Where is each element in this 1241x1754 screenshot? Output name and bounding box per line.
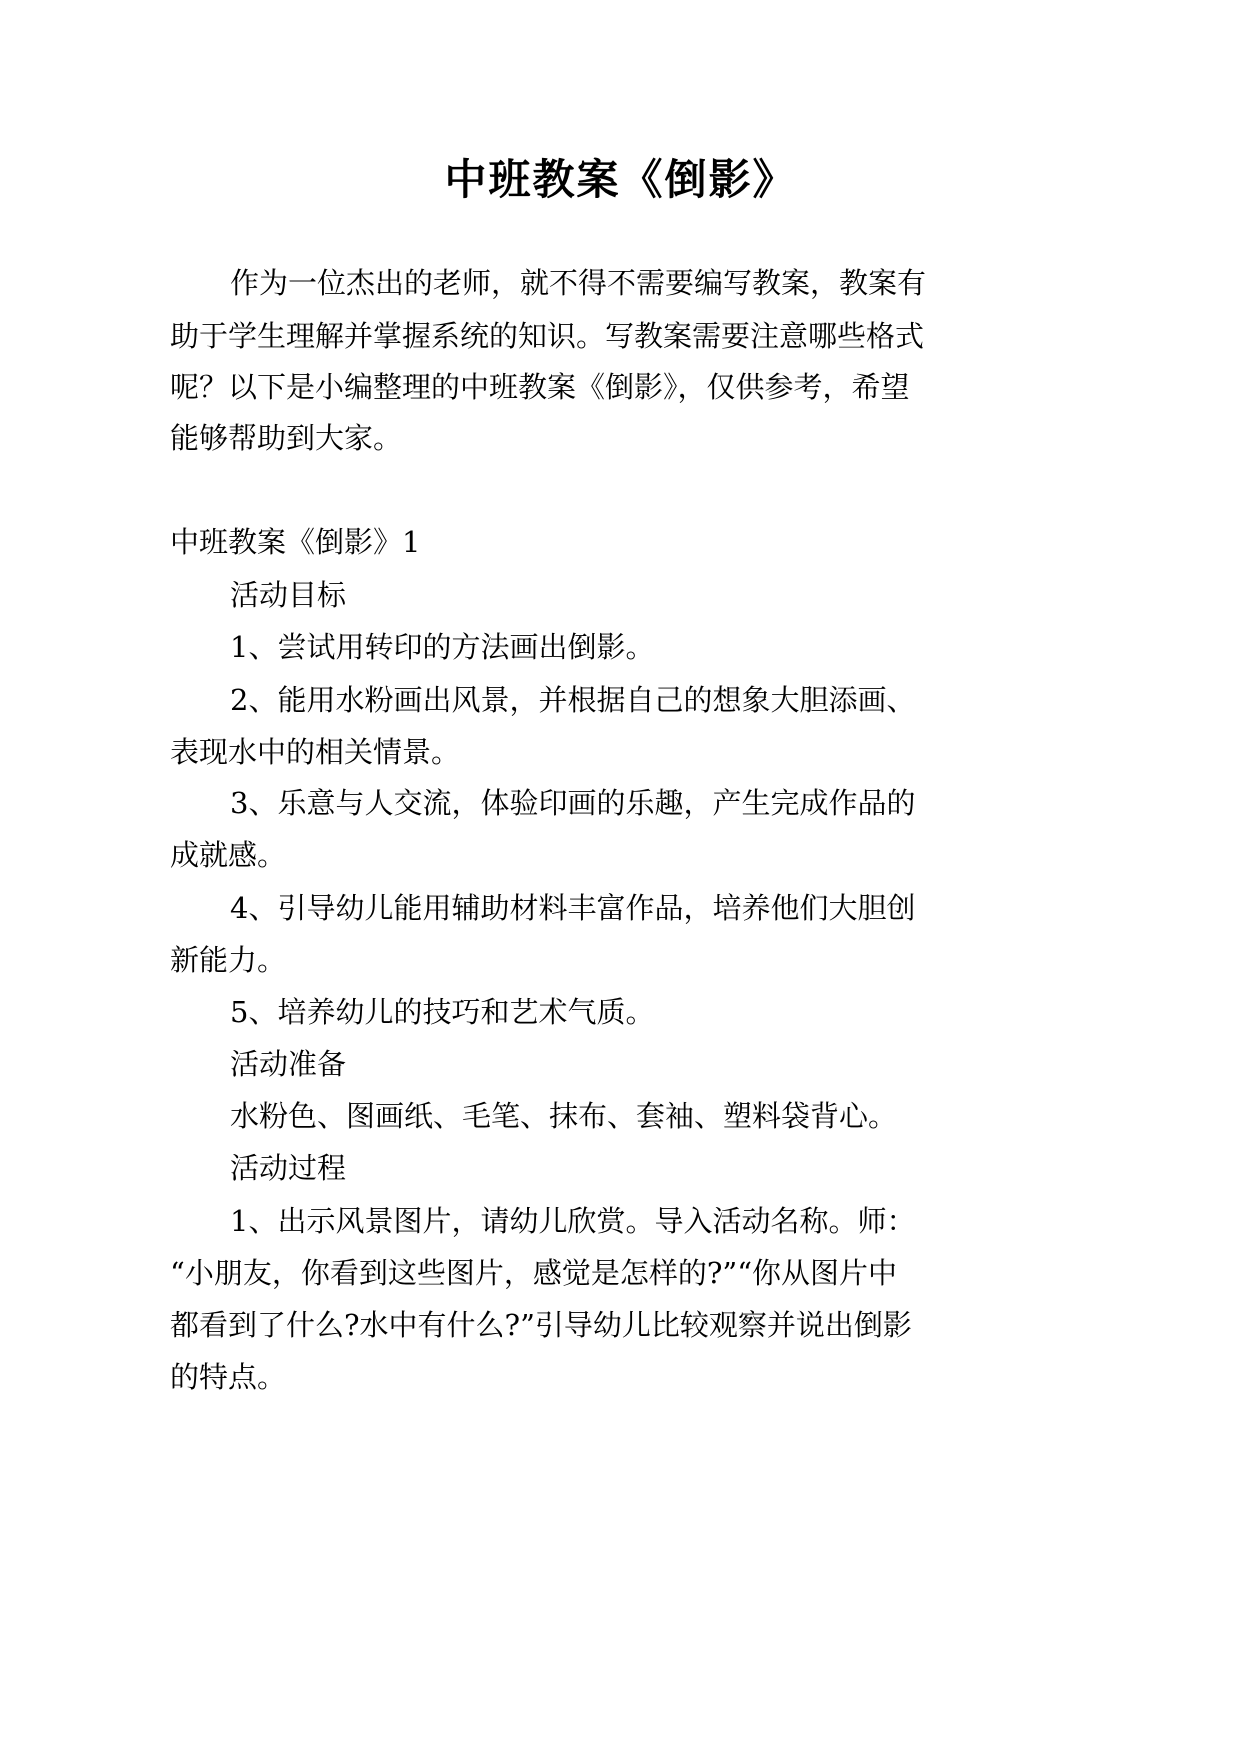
prep-heading: 活动准备: [230, 1047, 347, 1081]
intro-line: 能够帮助到大家。: [170, 421, 403, 455]
process-line: 1、出示风景图片，请幼儿欣赏。导入活动名称。师：: [230, 1204, 916, 1238]
document-title: 中班教案《倒影》: [444, 155, 797, 204]
goal-line: 表现水中的相关情景。: [170, 735, 461, 769]
process-line: “小朋友，你看到这些图片，感觉是怎样的?”“你从图片中: [170, 1256, 898, 1290]
intro-line: 呢？以下是小编整理的中班教案《倒影》，仅供参考，希望: [170, 370, 910, 404]
goal-line: 新能力。: [170, 943, 287, 977]
goal-line: 4、引导幼儿能用辅助材料丰富作品，培养他们大胆创: [230, 891, 916, 925]
process-line: 的特点。: [170, 1360, 287, 1394]
goals-heading: 活动目标: [230, 578, 347, 612]
intro-line: 助于学生理解并掌握系统的知识。写教案需要注意哪些格式: [170, 319, 925, 353]
process-line: 都看到了什么?水中有什么?”引导幼儿比较观察并说出倒影: [170, 1308, 912, 1342]
section-heading: 中班教案《倒影》1: [170, 525, 421, 559]
prep-text: 水粉色、图画纸、毛笔、抹布、套袖、塑料袋背心。: [230, 1099, 898, 1133]
goal-line: 2、能用水粉画出风景，并根据自己的想象大胆添画、: [230, 683, 916, 717]
goal-line: 1、尝试用转印的方法画出倒影。: [230, 630, 655, 664]
goal-line: 3、乐意与人交流，体验印画的乐趣，产生完成作品的: [230, 786, 916, 820]
process-heading: 活动过程: [230, 1151, 347, 1185]
goal-line: 5、培养幼儿的技巧和艺术气质。: [230, 995, 655, 1029]
intro-line: 作为一位杰出的老师，就不得不需要编写教案，教案有: [230, 266, 927, 300]
goal-line: 成就感。: [170, 838, 287, 872]
